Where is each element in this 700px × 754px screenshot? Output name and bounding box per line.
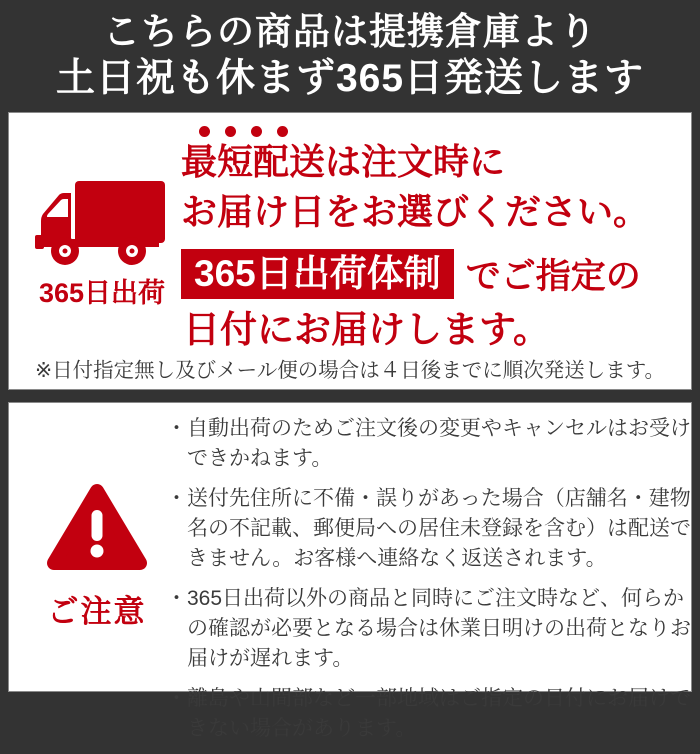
shipping-headline-3: 日付にお届けします。 <box>183 309 551 350</box>
emphasis-dot <box>225 126 236 137</box>
caution-item-text: 自動出荷のためご注文後の変更やキャンセルはお受けできかねます。 <box>187 417 691 471</box>
highlight-badge: 365日出荷体制 <box>181 249 454 299</box>
bullet-marker: ・ <box>166 587 187 611</box>
emphasis-dot <box>199 126 210 137</box>
header-banner <box>0 0 700 112</box>
bullet-marker: ・ <box>166 687 187 711</box>
bullet-marker: ・ <box>166 417 187 440</box>
shipping-highlight-row <box>181 249 686 299</box>
emphasis-dot <box>251 126 262 137</box>
highlight-suffix: でご指定の <box>465 257 641 296</box>
bullet-marker: ・ <box>166 487 187 511</box>
header-line-2: 土日祝も休まず365日発送します <box>55 56 645 100</box>
header-line-1: こちらの商品は提携倉庫より <box>103 10 597 52</box>
shipping-headline-2: お届け日をお選びください。 <box>181 191 650 232</box>
warning-triangle-icon <box>45 479 149 578</box>
delivery-truck-icon <box>35 179 169 267</box>
caution-item-text: 離島や山間部など一部地域はご指定の日付にお届けできない場合があります。 <box>187 687 691 741</box>
shipping-headline-1: 最短配送は注文時に <box>181 141 506 182</box>
shipping-text-block <box>181 125 686 348</box>
caution-item-text: 365日出荷以外の商品と同時にご注文時など、何らかの確認が必要となる場合は休業日明けの出荷となりお届けが遅れます。 <box>187 587 691 671</box>
truck-caption: 365日出荷 <box>38 278 166 308</box>
caution-item <box>166 684 694 744</box>
truck-block <box>23 179 181 310</box>
emphasis-dots <box>199 125 686 137</box>
caution-list <box>166 414 694 754</box>
caution-item-text: 送付先住所に不備・誤りがあった場合（店舗名・建物名の不記載、郵便局への居住未登録を含む）は配送できません。お客様へ連絡なく返送されます。 <box>187 487 691 571</box>
shipping-footnote: ※日付指定無し及びメール便の場合は４日後までに順次発送します。 <box>34 359 666 382</box>
caution-item <box>166 584 694 674</box>
caution-panel <box>8 402 692 741</box>
shipping-info-panel <box>8 112 692 390</box>
caution-item <box>166 484 694 574</box>
caution-block <box>31 479 163 631</box>
caution-caption: ご注意 <box>47 594 147 629</box>
caution-item <box>166 414 694 474</box>
emphasis-dot <box>277 126 288 137</box>
